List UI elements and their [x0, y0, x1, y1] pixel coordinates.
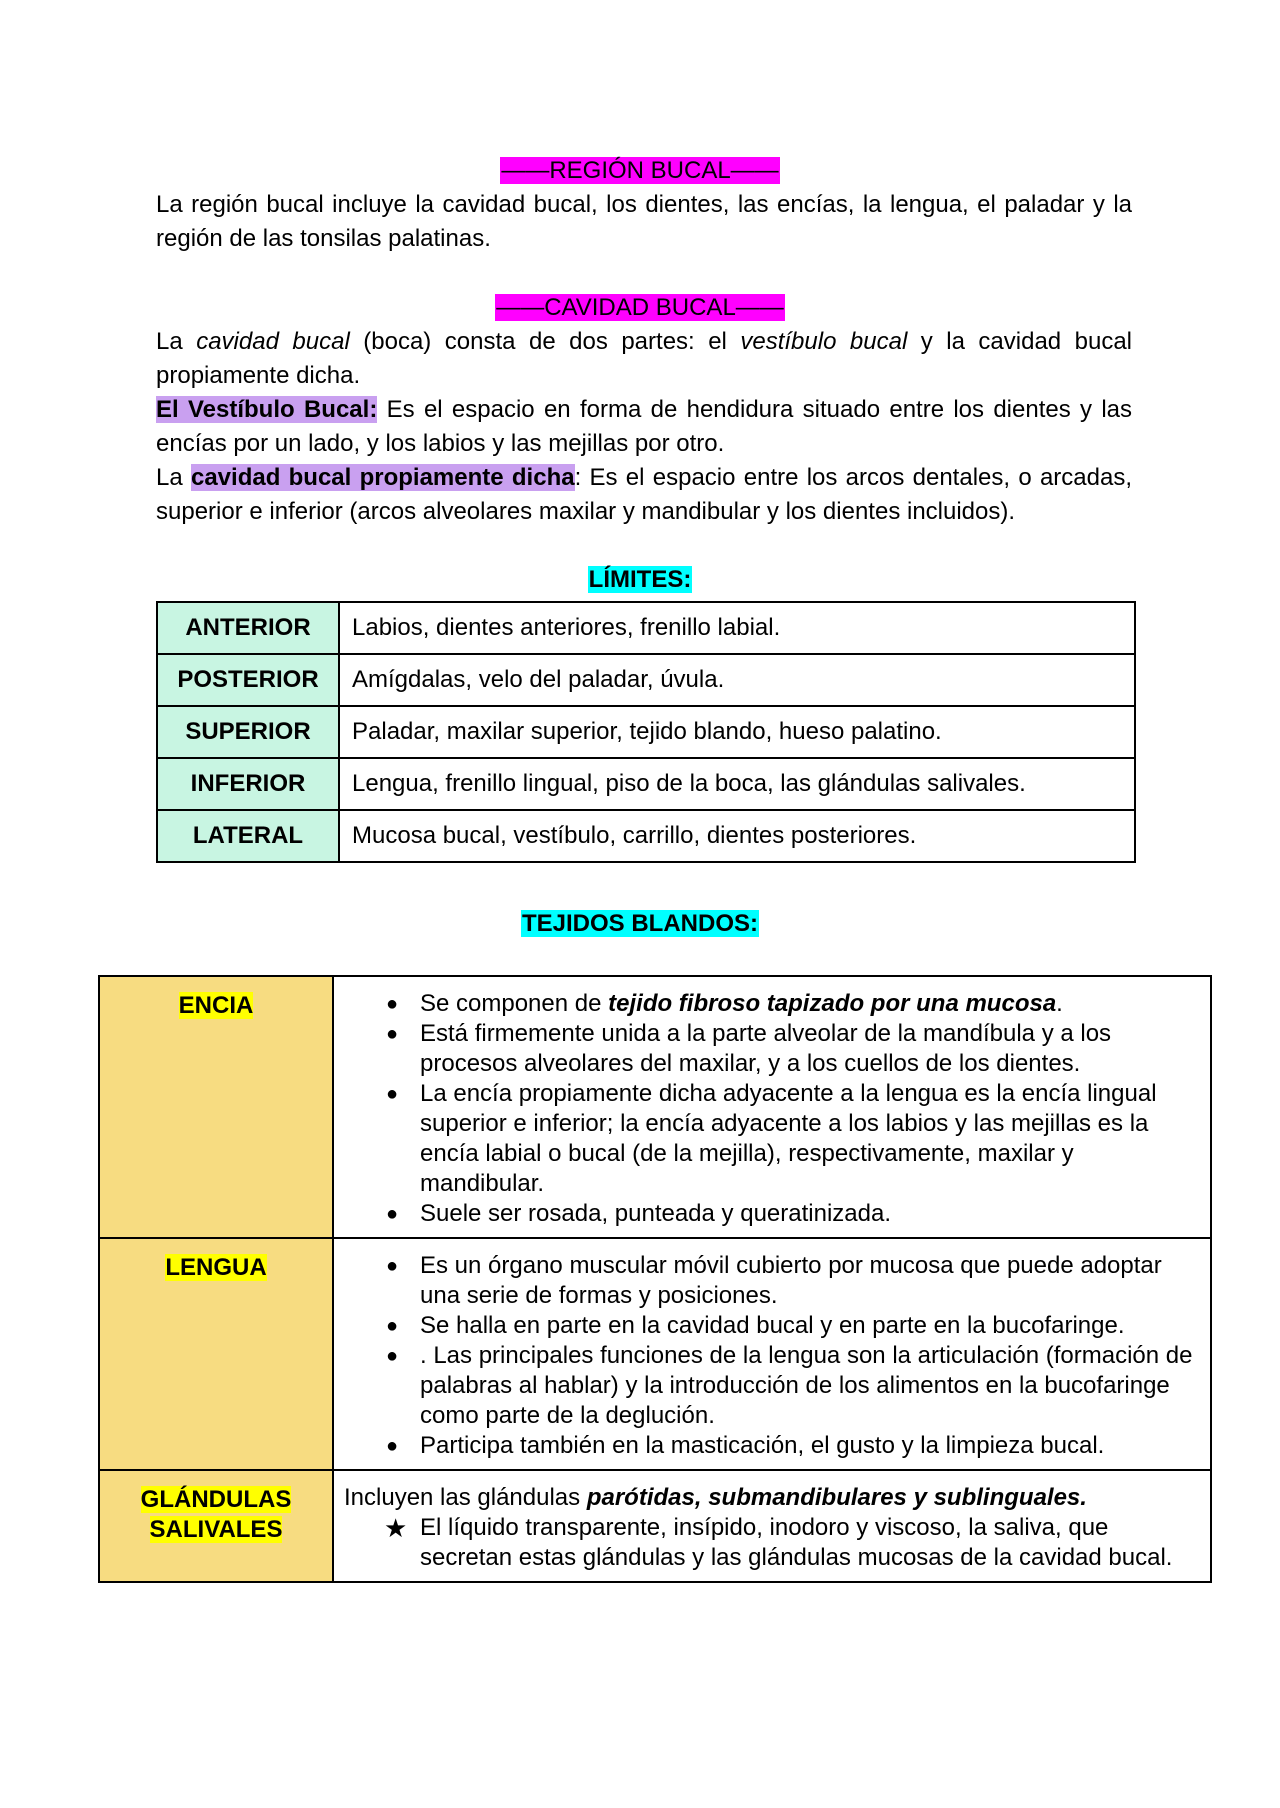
- tejido-key: ENCIA: [99, 976, 333, 1238]
- tejidos-table: [98, 975, 1212, 1583]
- limite-key: LATERAL: [157, 810, 339, 862]
- glandulas-intro: Incluyen las glándulas parótidas, submandibulares y sublinguales.: [344, 1484, 1087, 1511]
- cavidad-intro: La cavidad bucal (boca) consta de dos partes: el vestíbulo bucal y la cavidad bucal propiamente dicha.: [156, 328, 1132, 389]
- vestibulo-paragraph: El Vestíbulo Bucal: Es el espacio en forma de hendidura situado entre los dientes y las encías por un lado, y los labios y las mejillas por otro.: [156, 396, 1133, 457]
- tejido-value: [333, 976, 1211, 1238]
- tejido-key: LENGUA: [99, 1238, 333, 1470]
- list-item: ● Está firmemente unida a la parte alveolar de la mandíbula y a los procesos alveolares del maxilar, y a los cuellos de los dientes.: [344, 1019, 1196, 1079]
- list-item: ★ El líquido transparente, insípido, inodoro y viscoso, la saliva, que secretan estas glándulas y las glándulas mucosas de la cavidad bucal.: [344, 1513, 1196, 1573]
- cavidad-heading: ——CAVIDAD BUCAL——: [496, 294, 784, 321]
- tejidos-heading: TEJIDOS BLANDOS:: [521, 910, 758, 937]
- limites-table: [156, 601, 1136, 863]
- table-row: [157, 654, 1135, 706]
- table-row: [99, 976, 1211, 1238]
- list-item: ● Suele ser rosada, punteada y queratinizada.: [344, 1199, 1196, 1229]
- region-heading: ——REGIÓN BUCAL——: [501, 157, 779, 184]
- cavidad-section: [156, 325, 1132, 529]
- list-item: ● Se componen de tejido fibroso tapizado por una mucosa.: [344, 989, 1196, 1019]
- tejido-value: [333, 1470, 1211, 1582]
- tejido-value: [333, 1238, 1211, 1470]
- table-row: [157, 810, 1135, 862]
- propiamente-paragraph: La cavidad bucal propiamente dicha: Es el espacio entre los arcos dentales, o arcadas, superior e inferior (arcos alveolares maxilar y mandibular y los dientes incluidos).: [156, 464, 1132, 525]
- limite-key: SUPERIOR: [157, 706, 339, 758]
- list-item: ● Es un órgano muscular móvil cubierto por mucosa que puede adoptar una serie de formas y posiciones.: [344, 1251, 1196, 1311]
- tejido-key: GLÁNDULAS SALIVALES: [99, 1470, 333, 1582]
- list-item: ● La encía propiamente dicha adyacente a la lengua es la encía lingual superior e inferior; la encía adyacente a los labios y las mejillas es la encía labial o bucal (de la mejilla), respectivamente, maxilar y mandibular.: [344, 1079, 1196, 1199]
- list-item: ● . Las principales funciones de la lengua son la articulación (formación de palabras al hablar) y la introducción de los alimentos en la bucofaringe como parte de la deglución.: [344, 1341, 1196, 1431]
- table-row: [157, 602, 1135, 654]
- glandulas-list: [344, 1513, 1196, 1573]
- table-row: [157, 706, 1135, 758]
- list-item: ● Participa también en la masticación, el gusto y la limpieza bucal.: [344, 1431, 1196, 1461]
- limite-key: POSTERIOR: [157, 654, 339, 706]
- table-row: [99, 1470, 1211, 1582]
- limite-key: ANTERIOR: [157, 602, 339, 654]
- limites-heading: LÍMITES:: [588, 566, 692, 593]
- table-row: [157, 758, 1135, 810]
- vestibulo-label: El Vestíbulo Bucal:: [156, 396, 378, 423]
- limite-value: Amígdalas, velo del paladar, úvula.: [339, 654, 1135, 706]
- limite-value: Paladar, maxilar superior, tejido blando, hueso palatino.: [339, 706, 1135, 758]
- propiamente-label: cavidad bucal propiamente dicha: [190, 464, 575, 491]
- table-row: [99, 1238, 1211, 1470]
- limite-value: Lengua, frenillo lingual, piso de la boca, las glándulas salivales.: [339, 758, 1135, 810]
- lengua-list: [344, 1251, 1196, 1461]
- limite-value: Labios, dientes anteriores, frenillo labial.: [339, 602, 1135, 654]
- limite-value: Mucosa bucal, vestíbulo, carrillo, dientes posteriores.: [339, 810, 1135, 862]
- encia-list: [344, 989, 1196, 1229]
- limite-key: INFERIOR: [157, 758, 339, 810]
- region-paragraph: La región bucal incluye la cavidad bucal, los dientes, las encías, la lengua, el paladar y la región de las tonsilas palatinas.: [156, 191, 1132, 252]
- list-item: ● Se halla en parte en la cavidad bucal y en parte en la bucofaringe.: [344, 1311, 1196, 1341]
